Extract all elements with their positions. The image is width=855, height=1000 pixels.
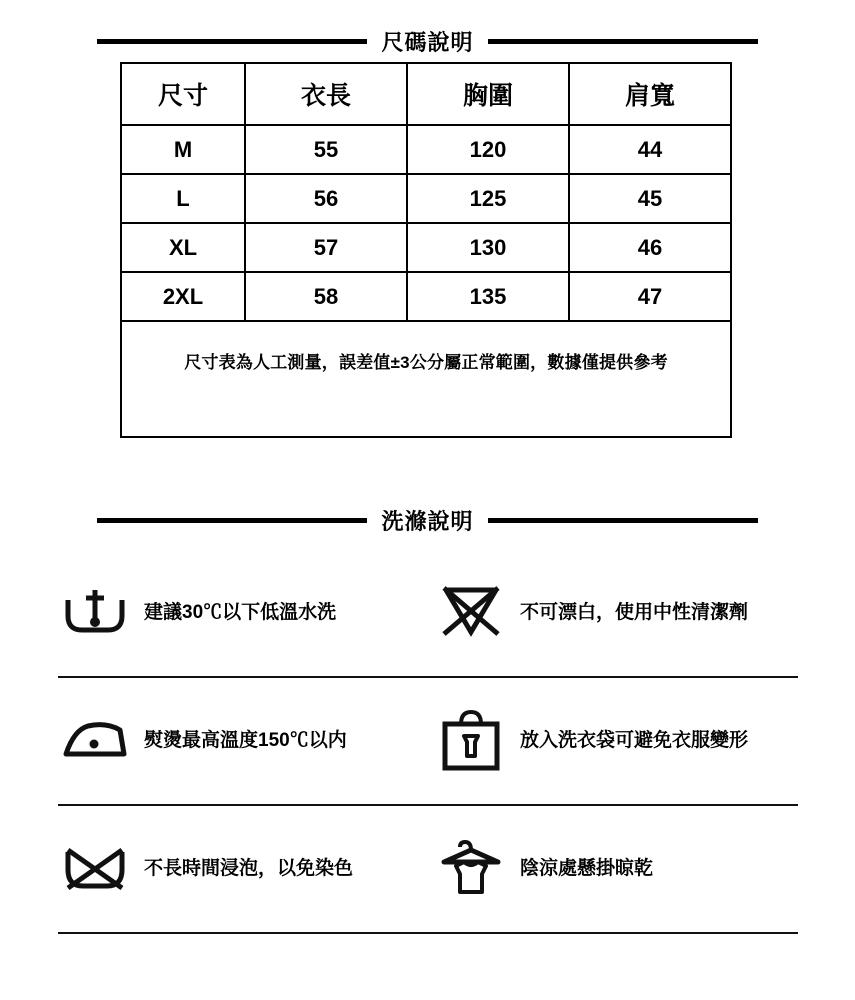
cell-shoulder: 44 — [569, 125, 731, 174]
wash-item-label: 放入洗衣袋可避免衣服變形 — [520, 729, 749, 751]
wash-section-title: 洗滌說明 — [381, 509, 474, 534]
laundry-bag-icon — [434, 704, 508, 778]
hand-wash-temperature-icon — [58, 576, 132, 650]
heading-rule-right — [488, 518, 758, 523]
cell-length: 58 — [245, 272, 407, 321]
size-section-heading — [0, 26, 855, 57]
cell-size: L — [121, 174, 245, 223]
wash-item-hang-dry — [428, 806, 798, 934]
cell-size: XL — [121, 223, 245, 272]
do-not-bleach-icon — [434, 576, 508, 650]
wash-item-label: 不長時間浸泡，以免染色 — [144, 857, 354, 879]
cell-length: 55 — [245, 125, 407, 174]
size-section-title: 尺碼說明 — [381, 30, 474, 55]
table-row — [121, 174, 731, 223]
column-header-bust: 胸圍 — [407, 63, 569, 125]
size-table-note: 尺寸表為人工測量，誤差值±3公分屬正常範圍，數據僅提供參考 — [121, 321, 731, 437]
table-row — [121, 272, 731, 321]
table-row — [121, 223, 731, 272]
wash-item-no-soak — [58, 806, 428, 934]
wash-section-heading — [0, 505, 855, 536]
column-header-length: 衣長 — [245, 63, 407, 125]
size-table-container — [120, 62, 730, 438]
heading-rule-left — [97, 39, 367, 44]
iron-icon — [58, 704, 132, 778]
table-header-row — [121, 63, 731, 125]
wash-item-laundry-bag — [428, 678, 798, 806]
cell-bust: 120 — [407, 125, 569, 174]
do-not-soak-icon — [58, 832, 132, 906]
cell-bust: 125 — [407, 174, 569, 223]
cell-length: 57 — [245, 223, 407, 272]
column-header-shoulder: 肩寬 — [569, 63, 731, 125]
cell-shoulder: 45 — [569, 174, 731, 223]
cell-size: M — [121, 125, 245, 174]
wash-item-no-bleach — [428, 550, 798, 678]
wash-item-hand-wash — [58, 550, 428, 678]
cell-shoulder: 47 — [569, 272, 731, 321]
cell-bust: 130 — [407, 223, 569, 272]
wash-item-iron — [58, 678, 428, 806]
cell-length: 56 — [245, 174, 407, 223]
table-note-row — [121, 321, 731, 437]
wash-instructions-grid — [58, 550, 798, 934]
wash-item-label: 陰涼處懸掛晾乾 — [520, 857, 654, 879]
cell-shoulder: 46 — [569, 223, 731, 272]
hang-dry-shade-icon — [434, 832, 508, 906]
table-row — [121, 125, 731, 174]
cell-bust: 135 — [407, 272, 569, 321]
heading-rule-right — [488, 39, 758, 44]
wash-item-label: 熨燙最高溫度150℃以内 — [144, 729, 347, 751]
wash-item-label: 建議30℃以下低溫水洗 — [144, 601, 337, 623]
heading-rule-left — [97, 518, 367, 523]
wash-item-label: 不可漂白，使用中性清潔劑 — [520, 601, 749, 623]
column-header-size: 尺寸 — [121, 63, 245, 125]
size-table — [120, 62, 732, 438]
cell-size: 2XL — [121, 272, 245, 321]
